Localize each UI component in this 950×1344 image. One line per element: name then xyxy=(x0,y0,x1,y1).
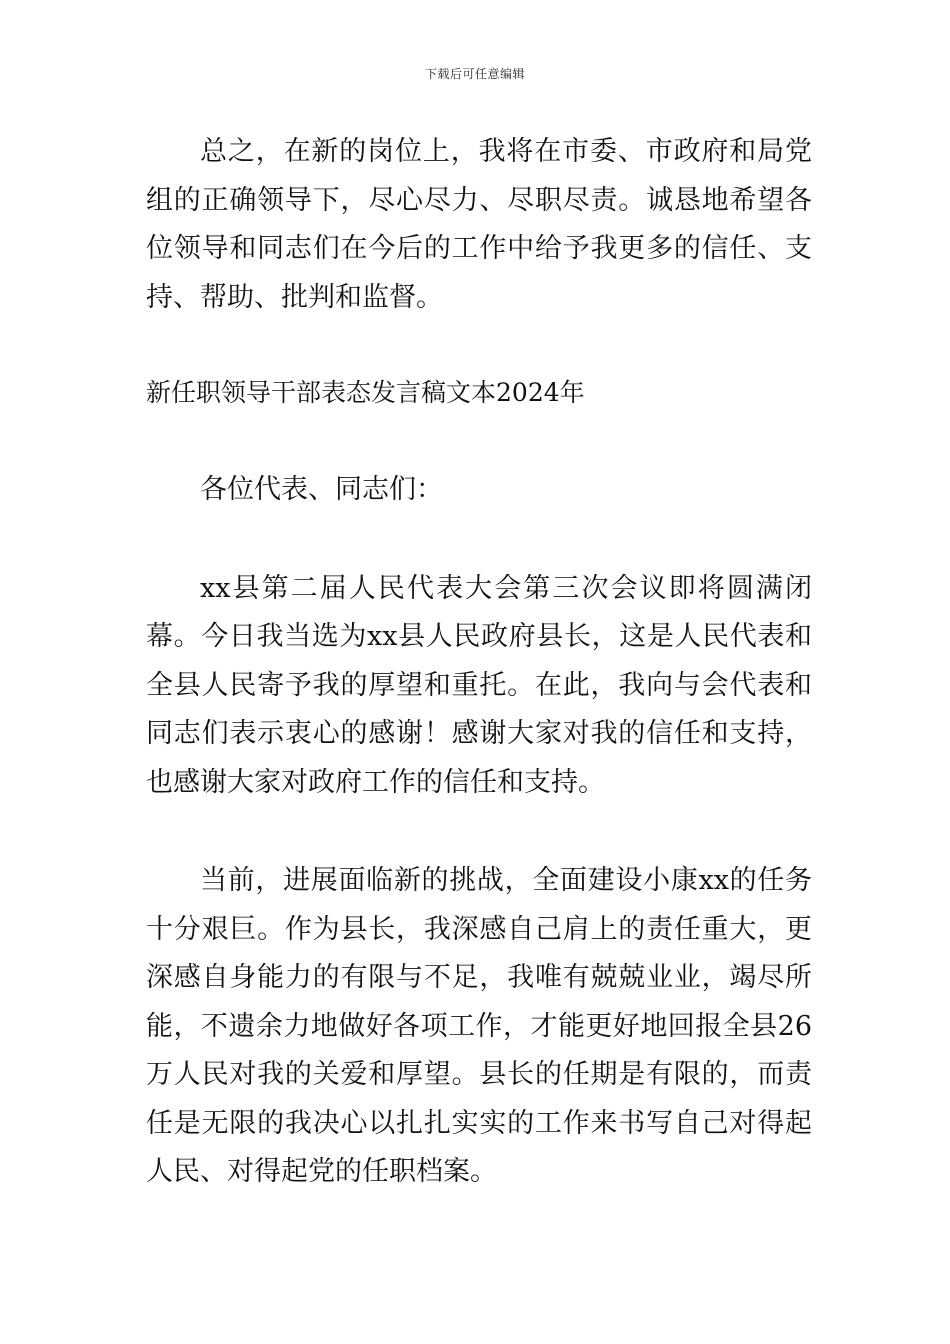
document-title: 新任职领导干部表态发言稿文本2024年 xyxy=(146,378,585,407)
header-note: 下载后可任意编辑 xyxy=(424,67,525,81)
body-paragraph-2: 当前，进展面临新的挑战，全面建设小康xx的任务十分艰巨。作为县长，我深感自己肩上的责任重大，更深感自身能力的有限与不足，我唯有兢兢业业，竭尽所能，不遗余力地做好各项工作，才能更好地回报全县26万人民对我的关爱和厚望。县长的任期是有限的，而责任是无限的我决心以扎扎实实的工作来书写自己对得起人民、对得起党的任职档案。 xyxy=(146,865,812,1187)
salutation: 各位代表、同志们： xyxy=(200,474,443,505)
closing-paragraph: 总之，在新的岗位上，我将在市委、市政府和局党组的正确领导下，尽心尽力、尽职尽责。诚恳地希望各位领导和同志们在今后的工作中给予我更多的信任、支持、帮助、批判和监督。 xyxy=(146,136,812,313)
document-body xyxy=(146,128,812,1197)
body-paragraph-1: xx县第二届人民代表大会第三次会议即将圆满闭幕。今日我当选为xx县人民政府县长，这是人民代表和全县人民寄予我的厚望和重托。在此，我向与会代表和同志们表示衷心的感谢！感谢大家对我的信任和支持，也感谢大家对政府工作的信任和支持。 xyxy=(146,572,812,798)
